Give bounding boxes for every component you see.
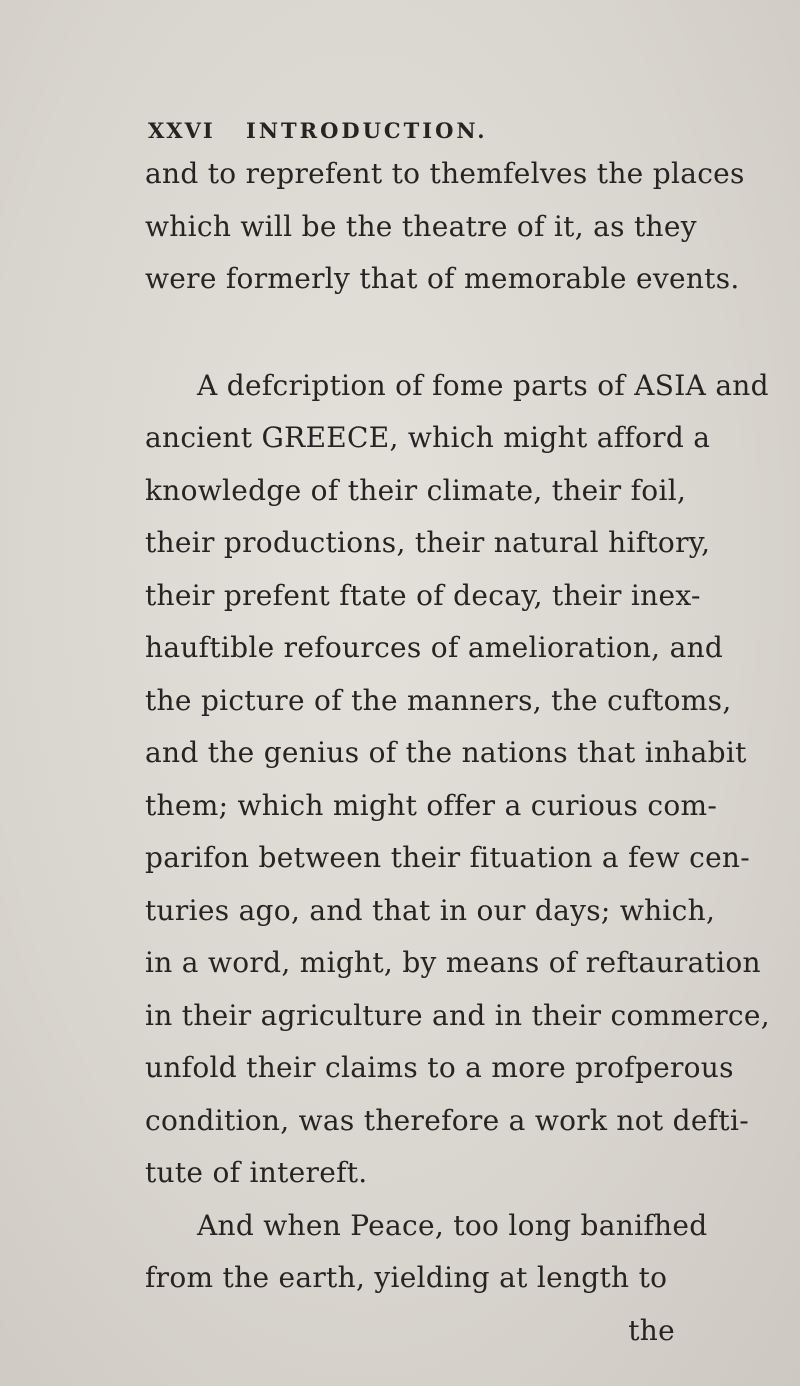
text-line: condition, was therefore a work not defti-: [145, 1103, 750, 1137]
running-title: INTRODUCTION.: [246, 118, 488, 143]
text-line: And when Peace, too long banifhed: [197, 1208, 708, 1242]
text-line: turies ago, and that in our days; which,: [145, 893, 716, 927]
text-line: ancient GREECE, which might afford a: [145, 421, 711, 454]
text-line: knowledge of their climate, their foil,: [145, 473, 687, 507]
text-line: which will be the theatre of it, as they: [145, 209, 697, 243]
text-line: their productions, their natural hiftory,: [145, 526, 711, 559]
text-line: A defcription of fome parts of ASIA and: [197, 368, 769, 402]
paragraph-gap: [145, 306, 735, 360]
text-line: tute of intereft.: [145, 1156, 368, 1189]
text-line: the picture of the manners, the cuftoms,: [145, 683, 732, 717]
text-line: hauftible refources of amelioration, and: [145, 631, 724, 664]
text-line: parifon between their fituation a few cen-: [145, 841, 751, 874]
text-line: from the earth, yielding at length to: [145, 1261, 668, 1294]
page-number: XXVI: [148, 118, 215, 143]
catchword: the: [628, 1313, 675, 1347]
text-line: them; which might offer a curious com-: [145, 788, 718, 822]
text-line: and the genius of the nations that inhabit: [145, 736, 747, 769]
text-line: their prefent ftate of decay, their inex-: [145, 578, 701, 612]
body-text: [145, 148, 770, 1357]
text-line: in their agriculture and in their commerce,: [145, 998, 770, 1032]
text-line: unfold their claims to a more profperous: [145, 1051, 734, 1084]
running-header: [148, 118, 708, 148]
text-line: were formerly that of memorable events.: [145, 262, 740, 295]
text-line: in a word, might, by means of reftauration: [145, 946, 761, 979]
text-line: and to reprefent to themfelves the places: [145, 157, 745, 190]
